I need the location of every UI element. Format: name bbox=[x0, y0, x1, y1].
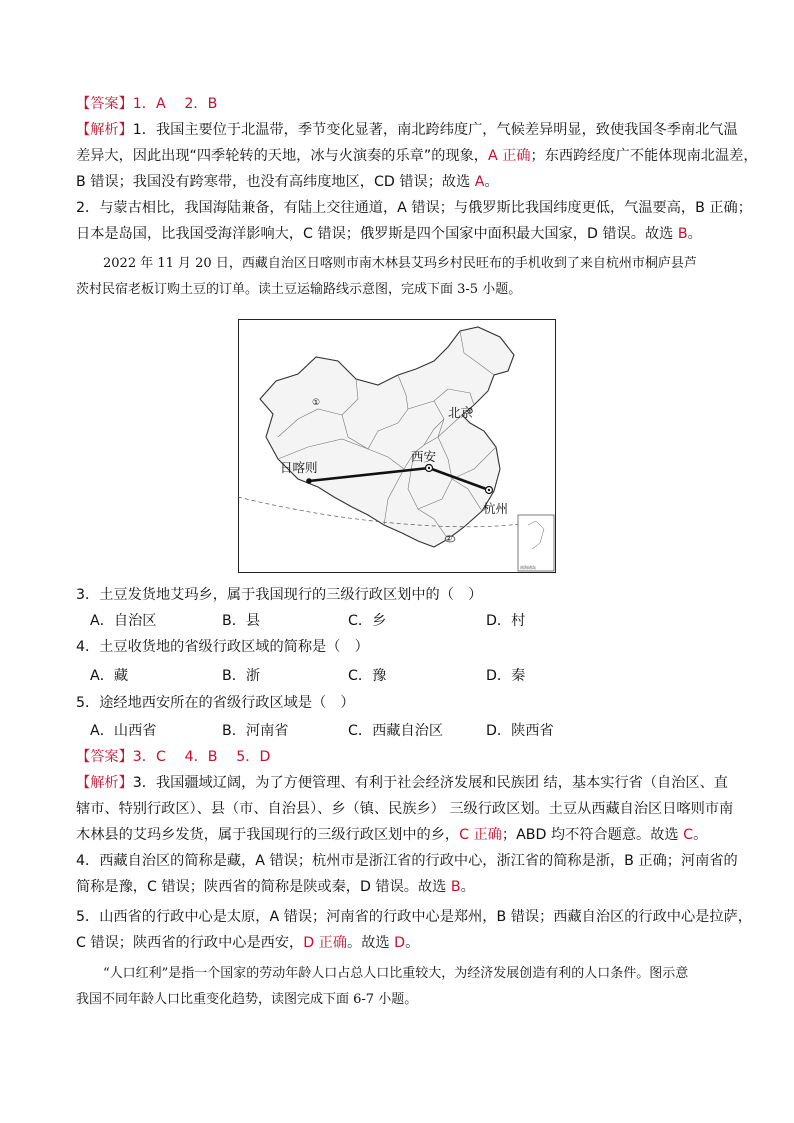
analysis-text: 2．与蒙古相比，我国海陆兼备，有陆上交往通道，A 错误；与俄罗斯比我国纬度更低，气温要高，B 正确； bbox=[76, 200, 752, 216]
analysis-text: 简称是豫，C 错误；陕西省的简称是陕或秦，D 错误。故选 bbox=[76, 879, 451, 895]
analysis-text: ；ABD 均不符合题意。故选 bbox=[501, 827, 684, 843]
analysis-highlight: C bbox=[683, 827, 694, 843]
intro-paragraph: 2022 年 11 月 20 日，西藏自治区日喀则市南木林县艾玛乡村民旺布的手机收到了来自杭州市桐庐县芦 bbox=[103, 256, 697, 271]
question-5-stem: 5．途经地西安所在的省级行政区域是（ ） bbox=[76, 695, 355, 711]
question-4-stem: 4．土豆收货地的省级行政区域的简称是（ ） bbox=[76, 639, 369, 655]
answer-line-2 bbox=[76, 747, 726, 767]
south-sea-inset bbox=[518, 515, 554, 571]
analysis-2-line-7 bbox=[76, 933, 726, 953]
analysis-highlight: A 正确 bbox=[487, 148, 531, 164]
question-3-stem: 3．土豆发货地艾玛乡，属于我国现行的三级行政区划中的（ ） bbox=[76, 587, 483, 603]
option-d: D．陕西省 bbox=[486, 723, 554, 739]
analysis-line-3 bbox=[76, 172, 726, 192]
analysis-highlight: C 正确 bbox=[459, 827, 502, 843]
intro-paragraph-2: 我国不同年龄人口比重变化趋势，读图完成下面 6-7 小题。 bbox=[76, 992, 418, 1007]
option-c: C．乡 bbox=[348, 613, 387, 629]
analysis-line-4 bbox=[76, 198, 752, 218]
answer-text: 1．A 2．B bbox=[132, 96, 218, 112]
label-region-1: ① bbox=[312, 398, 321, 408]
analysis-text: 。故选 bbox=[347, 935, 395, 951]
option-a: A．藏 bbox=[90, 668, 129, 684]
intro-paragraph: 茨村民宿老板订购土豆的订单。读土豆运输路线示意图，完成下面 3-5 小题。 bbox=[76, 282, 522, 297]
analysis-text: C 错误；陕西省的行政中心是西安， bbox=[76, 935, 304, 951]
potato-route-map bbox=[238, 319, 556, 573]
analysis-2-line-6: 5．山西省的行政中心是太原，A 错误；河南省的行政中心是郑州，B 错误；西藏自治区的行政中心是拉萨， bbox=[76, 909, 752, 925]
rikaze-dot bbox=[306, 478, 312, 484]
label-rikaze: 日喀则 bbox=[280, 460, 318, 475]
option-c: C．豫 bbox=[348, 668, 387, 684]
analysis-2-line-1 bbox=[76, 773, 726, 793]
analysis-text: 木林县的艾玛乡发货，属于我国现行的三级行政区划中的乡， bbox=[76, 827, 460, 843]
analysis-2-line-5 bbox=[76, 877, 726, 897]
label-region-2: ② bbox=[445, 534, 453, 543]
intro-paragraph-2: “人口红利”是指一个国家的劳动年龄人口占总人口比重较大，为经济发展创造有利的人口条件。图示意 bbox=[103, 966, 689, 981]
analysis-text: 。 bbox=[484, 174, 499, 190]
analysis-text: 。 bbox=[687, 226, 702, 242]
analysis-line-1 bbox=[76, 120, 738, 140]
option-b: B．河南省 bbox=[222, 723, 289, 739]
label-xian: 西安 bbox=[411, 449, 437, 464]
analysis-text: 。 bbox=[693, 827, 708, 843]
answer-label: 【答案】 bbox=[76, 749, 133, 765]
option-c: C．西藏自治区 bbox=[348, 723, 444, 739]
label-inset: 南海诸岛 bbox=[520, 565, 536, 570]
analysis-text: ；东西跨经度广不能体现南北温差， bbox=[530, 148, 758, 164]
option-a: A．自治区 bbox=[90, 613, 157, 629]
analysis-text: 。 bbox=[460, 879, 475, 895]
option-d: D．村 bbox=[486, 613, 526, 629]
analysis-2-line-2: 辖市、特别行政区）、县（市、自治县）、乡（镇、民族乡） 三级行政区划。土豆从西藏自治区日喀则市南 bbox=[76, 801, 734, 817]
analysis-label: 【解析】 bbox=[76, 122, 133, 138]
analysis-2-line-4: 4．西藏自治区的简称是藏，A 错误；杭州市是浙江省的行政中心，浙江省的简称是浙，B 正确；河南省的 bbox=[76, 853, 738, 869]
analysis-text: 。 bbox=[405, 935, 420, 951]
answer-text: 3．C 4．B 5．D bbox=[132, 749, 271, 765]
option-a: A．山西省 bbox=[90, 723, 157, 739]
analysis-line-2 bbox=[76, 146, 758, 166]
answer-label: 【答案】 bbox=[76, 96, 133, 112]
label-hangzhou: 杭州 bbox=[483, 501, 509, 516]
analysis-2-line-3 bbox=[76, 825, 726, 845]
analysis-text: 日本是岛国，比我国受海洋影响大，C 错误；俄罗斯是四个国家中面积最大国家，D 错误。故选 bbox=[76, 226, 678, 242]
analysis-line-5 bbox=[76, 224, 726, 244]
option-b: B．县 bbox=[222, 613, 261, 629]
analysis-text: B 错误；我国没有跨寒带，也没有高纬度地区，CD 错误；故选 bbox=[76, 174, 475, 190]
option-d: D．秦 bbox=[486, 668, 526, 684]
analysis-highlight: A bbox=[474, 174, 485, 190]
analysis-highlight: B bbox=[450, 879, 461, 895]
analysis-highlight: B bbox=[677, 226, 688, 242]
analysis-highlight: D bbox=[394, 935, 406, 951]
answer-line-1 bbox=[76, 94, 726, 114]
label-beijing: 北京 bbox=[448, 405, 474, 420]
analysis-text: 3．我国疆域辽阔，为了方便管理、有利于社会经济发展和民族团 结，基本实行省（自治区、直 bbox=[132, 775, 728, 791]
analysis-label: 【解析】 bbox=[76, 775, 133, 791]
option-b: B．浙 bbox=[222, 668, 261, 684]
analysis-highlight: D 正确 bbox=[303, 935, 348, 951]
analysis-text: 1．我国主要位于北温带，季节变化显著，南北跨纬度广，气候差异明显，致使我国冬季南北气温 bbox=[132, 122, 738, 138]
analysis-text: 差异大，因此出现“四季轮转的天地，冰与火演奏的乐章”的现象， bbox=[76, 148, 488, 164]
